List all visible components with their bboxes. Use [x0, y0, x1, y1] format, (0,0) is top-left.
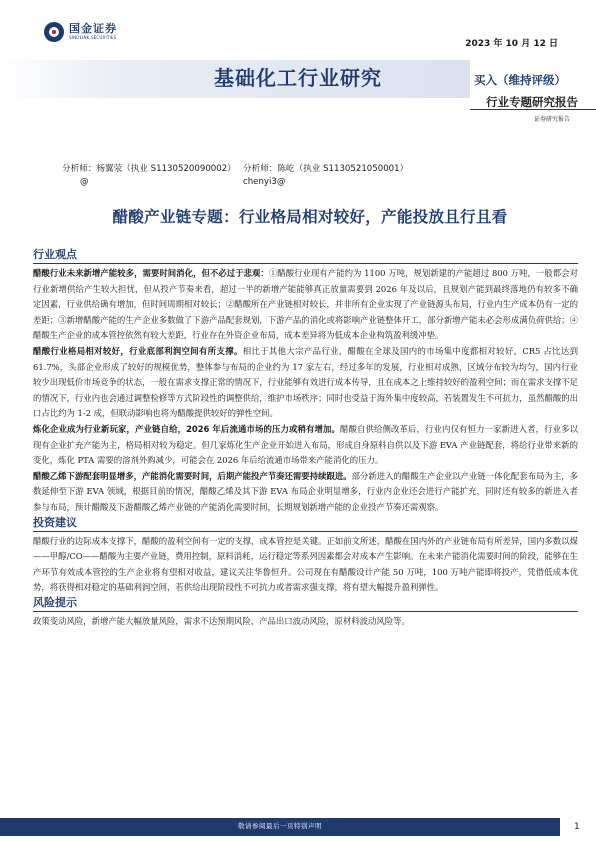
paragraph-body: 相比于其他大宗产品行业，醋酸在全球及国内的市场集中度都相对较好，CR5 占比达到 61.7%，头部企业形成了较好的规模优势，整体参与布局的企业约为 17 家左右，经过多年的发展，行业相对成熟，区域分布较为均匀，国内行业较少出现低价市场竞争的状态，一般在需求支撑正常的情况下，行业能够有效进行成本传导，且在成本之上维持较好的盈利空间；而在需求支撑不足的情况下，行业内也会通过调整检修等方式阶段性的调整供给，维护市场秩序；同时也受益于海外集中度较高，若装置发生不可抗力，虽然醋酸的出口占比约为 1-2 成，但联动影响也将为醋酸提供较好的弹性空间。 [33, 345, 581, 419]
risk-paragraph: 政策变动风险，新增产能大幅放量风险，需求不达预期风险，产品出口波动风险，原材料波动风险等。 [33, 615, 410, 626]
paragraph-body: 部分新进入的醋酸生产企业以产业链一体化配套布局为主，多数延伸至下游 EVA 领域，根据目前的情况，醋酸乙烯及其下游 EVA 布局企业明显增多，行业内企业还会进行产能扩充，同时还有较多的新进入者参与布局，预计醋酸及下游醋酸乙烯产业链的产能消化需要时间，长期规划新增产能的企业投产节奏还需观察。 [33, 470, 579, 512]
logo-text [69, 23, 117, 41]
section-divider [33, 611, 578, 612]
section-heading-investment: 投资建议 [33, 515, 77, 529]
page-footer [0, 818, 596, 842]
section-heading-risk: 风险提示 [33, 595, 77, 609]
paragraph-body: 醋酸自供给侧改革后，行业内仅有恒力一家新进入者，行业多以现有企业扩充产能为主，格局相对较为稳定。但几家炼化生产企业开始进入布局，形成自身原料自供以及下游 EVA 产业链配套，将给行业带来新的变化，炼化 PTA 需要的溶剂外购减少，可能会在 2026 年后给流通市场带来产能消化的压力。 [33, 423, 578, 466]
industry-view-paragraph-4 [33, 469, 578, 516]
page-number: 1 [574, 822, 580, 832]
analyst-2-email[interactable]: chenyi3@ [243, 177, 286, 187]
brand-name-en: SINOLINK SECURITIES [69, 35, 117, 40]
banner-divider [470, 109, 596, 110]
industry-view-paragraph-1 [33, 266, 578, 344]
paragraph-lead: 醋酸行业未来新增产能较多，需要时间消化，但不必过于悲观： [33, 268, 269, 278]
banner-right-panel [470, 60, 596, 122]
brand-name-cn: 国金证券 [69, 22, 117, 35]
section-heading-industry-view: 行业观点 [33, 248, 77, 261]
industry-view-paragraph-2 [33, 344, 581, 422]
paragraph-lead: 炼化企业成为行业新玩家，产业链自给，2026 年后流通市场的压力或稍有增加。 [33, 423, 340, 434]
paragraph-body: ①醋酸行业现有产能约为 1100 万吨，规划新建的产能超过 800 万吨，一般都会对行业新增供给产生较大担忧，但从投产节奏来看，超过一半的新增产能能够真正放量需要到 2026 年及以后，且规划产能到最终落地仍有较多不确定因素，行业供给确有增加，但时间周期相对较长；②醋酸所在产业链相对较长，并非所有企业实现了产业链源头布局，行业内生产成本仍有一定的差距；③新增醋酸产能的生产企业多数做了下游产品配套规划，下游产品的消化或将影响产业链整体开工，部分新增产能未必会形成满负荷供给；④醋酸生产企业的成本管控依然有较大差距，行业存在外资企业布局，成本差异将为低成本企业构筑盈利缓冲垫。 [33, 268, 579, 341]
report-main-title: 醋酸产业链专题：行业格局相对较好，产能投放且行且看 [112, 208, 508, 226]
report-body [33, 248, 581, 629]
logo-mark-icon [44, 22, 64, 42]
rating-label: 买入（维持评级） [474, 73, 566, 87]
report-type-label: 行业专题研究报告 [486, 95, 578, 109]
footer-disclaimer-link[interactable]: 敬请参阅最后一页特别声明 [238, 822, 322, 830]
industry-view-paragraph-3 [33, 422, 578, 469]
industry-title: 基础化工行业研究 [214, 66, 382, 90]
analyst-2: 分析师：陈屹（执业 S1130521050001） [243, 164, 409, 174]
analyst-1-email[interactable]: @ [80, 177, 89, 187]
title-banner [0, 52, 596, 124]
brand-logo [44, 22, 117, 42]
paragraph-lead: 醋酸行业格局相对较好，行业底部利润空间有所支撑。 [33, 345, 243, 356]
paragraph-lead: 醋酸乙烯下游配套明显增多，产能消化需要时间，后期产能投产节奏还需要持续跟进。 [33, 470, 352, 481]
investment-paragraph: 醋酸行业的边际成本支撑下，醋酸的盈利空间有一定的支撑，成本管控是关键。正如前文所述，醋酸在国内外的产业链布局有所差异，国内多数以煤——甲醇/CO——醋酸为主要产业链，费用控制，原料消耗，运行稳定等系列因素都会对成本产生影响。在未来产能消化需要时间的阶段，能够在生产环节有效成本管控的生产企业将有望相对收益，建议关注华鲁恒升。公司现在有醋酸设计产能 50 万吨，100 万吨产能即将投产，凭借低成本优势，将获得相对稳定的基础利润空间，若供给出现阶段性不可抗力或者需求强支撑，将有望大幅提升盈利弹性。 [33, 535, 578, 593]
report-tag: 证券研究报告 [534, 116, 571, 123]
analyst-1: 分析师：杨翼荥（执业 S1130520090002） [62, 164, 236, 174]
analyst-block [62, 163, 408, 188]
section-divider [33, 263, 578, 264]
report-date: 2023 年 10 月 12 日 [465, 39, 558, 49]
section-divider [33, 531, 578, 532]
